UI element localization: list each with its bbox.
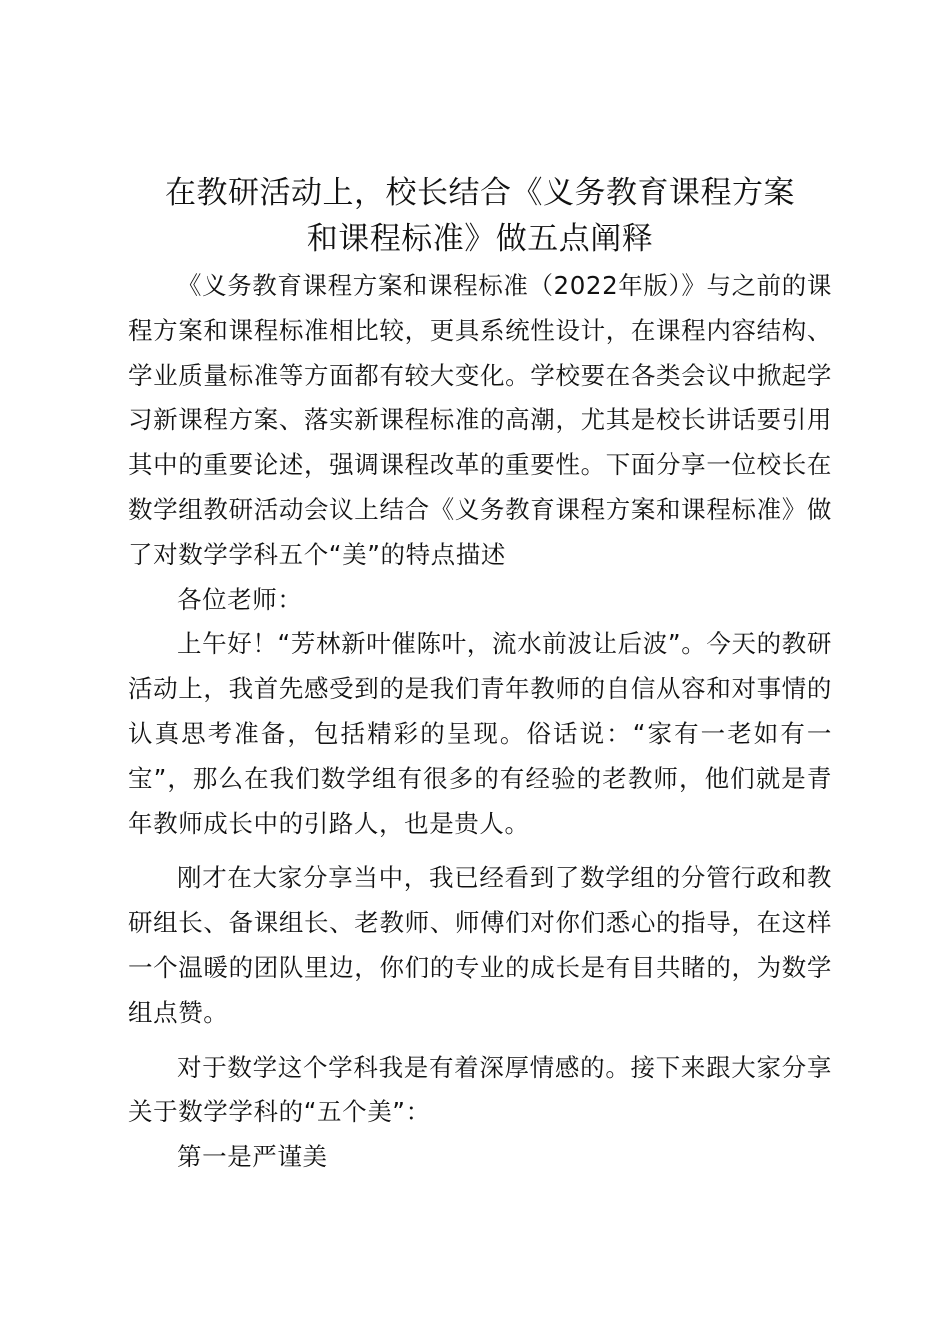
intro-paragraph: 《义务教育课程方案和课程标准（2022年版）》与之前的课程方案和课程标准相比较，更具系统性设计，在课程内容结构、学业质量标准等方面都有较大变化。学校要在各类会议中掀起学习新课程方案、落实新课程标准的高潮，尤其是校长讲话要引用其中的重要论述，强调课程改革的重要性。下面分享一位校长在数学组教研活动会议上结合《义务教育课程方案和课程标准》做了对数学学科五个“美”的特点描述 [128,271,832,569]
document-title [128,170,832,262]
title-line-2: 和课程标准》做五点阐释 [306,221,654,257]
document-body [128,170,832,1180]
body-paragraph-1: 上午好！“芳林新叶催陈叶，流水前波让后波”。今天的教研活动上，我首先感受到的是我们青年教师的自信从容和对事情的认真思考准备，包括精彩的呈现。俗话说：“家有一老如有一宝”，那么在我们数学组有很多的有经验的老教师，他们就是青年教师成长中的引路人，也是贵人。 [128,629,832,838]
section-heading: 第一是严谨美 [177,1142,328,1172]
title-line-1: 在教研活动上，校长结合《义务教育课程方案 [165,175,795,211]
body-paragraph-2: 刚才在大家分享当中，我已经看到了数学组的分管行政和教研组长、备课组长、老教师、师傅们对你们悉心的指导，在这样一个温暖的团队里边，你们的专业的成长是有目共睹的，为数学组点赞。 [128,863,832,1027]
body-paragraph-3: 对于数学这个学科我是有着深厚情感的。接下来跟大家分享关于数学学科的“五个美”： [128,1052,832,1127]
salutation: 各位老师： [177,584,303,614]
